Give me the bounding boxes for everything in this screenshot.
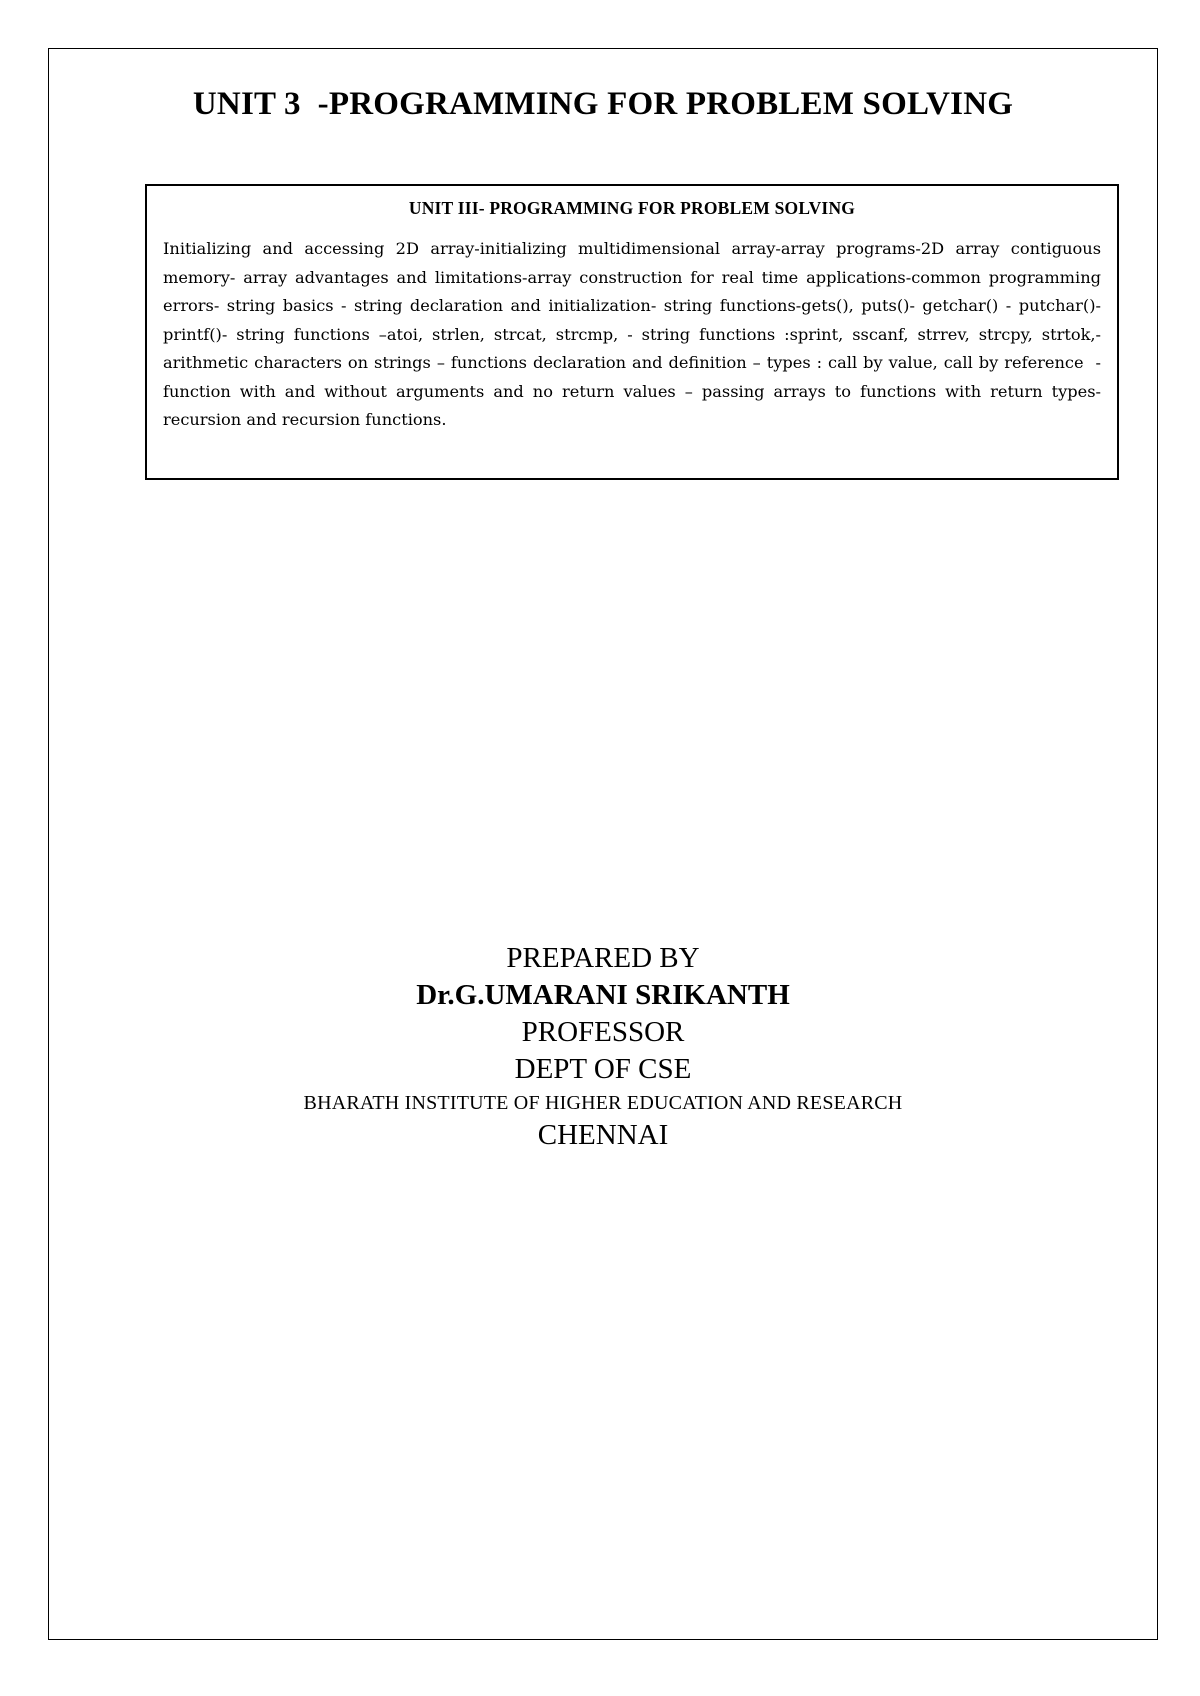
author-name: Dr.G.UMARANI SRIKANTH <box>416 979 790 1011</box>
author-institution: BHARATH INSTITUTE OF HIGHER EDUCATION AND RESEARCH <box>303 1092 903 1114</box>
prepared-by-label: PREPARED BY <box>506 942 700 974</box>
syllabus-heading: UNIT III- PROGRAMMING FOR PROBLEM SOLVING <box>408 198 856 218</box>
author-designation: PROFESSOR <box>521 1016 685 1048</box>
prepared-by-block <box>48 940 1158 1152</box>
syllabus-box <box>145 184 1119 480</box>
author-department: DEPT OF CSE <box>514 1053 692 1085</box>
page-title: UNIT 3 -PROGRAMMING FOR PROBLEM SOLVING <box>192 86 1014 122</box>
syllabus-body: Initializing and accessing 2D array-initializing multidimensional array-array programs-2D array contiguous memory- array advantages and limitations-array construction for real time applications-common programming errors- string basics - string declaration and initialization- string functions-gets(), puts()- getchar() - putchar()- printf()- string functions –atoi, strlen, strcat, strcmp, - string functions :sprint, sscanf, strrev, strcpy, strtok,- arithmetic characters on strings – functions declaration and definition – types : call by value, call by reference - function with and without arguments and no return values – passing arrays to functions with return types- recursion and recursion functions. <box>163 239 1107 429</box>
author-city: CHENNAI <box>537 1119 669 1151</box>
